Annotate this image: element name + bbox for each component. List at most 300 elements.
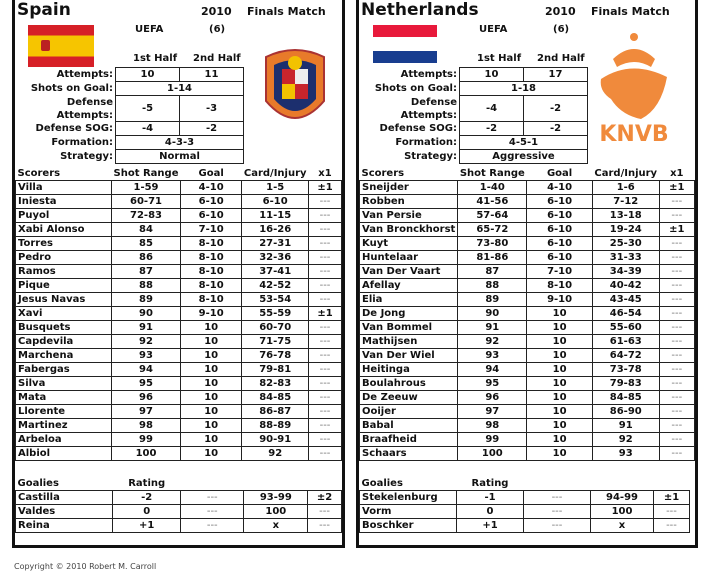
x1-cell: --- [309, 349, 342, 363]
shot-range-cell: 91 [112, 321, 181, 335]
table-row [16, 505, 342, 519]
stat-label: Attempts: [400, 69, 457, 80]
x1-cell: --- [309, 279, 342, 293]
card-injury-cell: 93 [592, 447, 659, 461]
knvb-lion-logo-icon [591, 29, 677, 145]
second-half-header: 2nd Half [193, 53, 241, 64]
goal-cell: 10 [527, 433, 593, 447]
player-name-cell: Stekelenburg [360, 491, 457, 505]
card-injury-cell: 55-60 [592, 321, 659, 335]
shot-range-cell: 92 [458, 335, 527, 349]
table-row [360, 447, 695, 461]
table-row [16, 349, 342, 363]
stat-label: Attempts: [56, 69, 113, 80]
player-name-cell: Xavi [16, 307, 112, 321]
column-header [244, 477, 308, 491]
player-name-cell: Jesus Navas [16, 293, 112, 307]
table-row [16, 335, 342, 349]
card-injury-cell: 71-75 [242, 335, 309, 349]
goal-cell: 10 [180, 405, 241, 419]
shot-range-cell: 0 [457, 505, 524, 519]
table-row [16, 321, 342, 335]
shot-range-cell: 96 [112, 391, 181, 405]
goalies-table [359, 477, 690, 533]
player-name-cell: Valdes [16, 505, 113, 519]
shot-range-cell: 60-71 [112, 195, 181, 209]
shot-range-cell: 91 [458, 321, 527, 335]
table-row [360, 293, 695, 307]
player-name-cell: Silva [16, 377, 112, 391]
table-row [360, 307, 695, 321]
goal-cell: 8-10 [180, 251, 241, 265]
column-header: Card/Injury [594, 168, 658, 179]
table-row [360, 279, 695, 293]
player-name-cell: Babal [360, 419, 458, 433]
goal-cell: 8-10 [180, 237, 241, 251]
x1-cell: ±1 [309, 181, 342, 195]
stat-row [359, 150, 588, 164]
stat-value: 4-5-1 [460, 136, 588, 150]
shot-range-cell: 94 [112, 363, 181, 377]
card-injury-cell: 61-63 [592, 335, 659, 349]
x1-cell: --- [309, 223, 342, 237]
spain-flag [28, 25, 94, 67]
goal-cell: 10 [180, 321, 241, 335]
goal-cell: 8-10 [180, 279, 241, 293]
card-injury-cell: 32-36 [242, 251, 309, 265]
x1-cell: --- [659, 279, 694, 293]
table-row [16, 265, 342, 279]
goal-cell: 7-10 [180, 223, 241, 237]
shot-range-cell: 97 [458, 405, 527, 419]
copyright: Copyright © 2010 Robert M. Carroll [14, 562, 157, 571]
x1-cell: --- [308, 519, 342, 533]
x1-cell: --- [309, 419, 342, 433]
table-row [360, 237, 695, 251]
x1-cell: --- [659, 195, 694, 209]
card-injury-cell: 79-83 [592, 377, 659, 391]
table-row [360, 265, 695, 279]
shot-range-cell: 94 [458, 363, 527, 377]
table-row [16, 293, 342, 307]
goal-cell: 8-10 [180, 293, 241, 307]
shot-range-cell: 100 [112, 447, 181, 461]
table-row [360, 433, 695, 447]
goal-cell: 10 [180, 335, 241, 349]
x1-cell: ±1 [654, 491, 690, 505]
x1-cell: --- [309, 237, 342, 251]
goal-cell: 10 [180, 419, 241, 433]
x1-cell: --- [309, 265, 342, 279]
player-name-cell: Afellay [360, 279, 458, 293]
table-row [16, 181, 342, 195]
conference: UEFA [135, 24, 164, 35]
shot-range-cell: 99 [458, 433, 527, 447]
goal-cell: 6-10 [527, 209, 593, 223]
player-name-cell: Robben [360, 195, 458, 209]
player-name-cell: Van Bommel [360, 321, 458, 335]
table-row [360, 209, 695, 223]
card-injury-cell: 73-78 [592, 363, 659, 377]
player-name-cell: Mata [16, 391, 112, 405]
table-row [16, 391, 342, 405]
card-injury-cell: 90-91 [242, 433, 309, 447]
card-injury-cell: 84-85 [592, 391, 659, 405]
goal-cell: --- [181, 519, 244, 533]
stat-label: Formation: [51, 137, 113, 148]
stat-value-second-half: -3 [180, 96, 244, 122]
shot-range-cell: 96 [458, 391, 527, 405]
stat-value-first-half: 10 [116, 68, 180, 82]
stat-value-first-half: 10 [460, 68, 524, 82]
card-injury-cell: 86-87 [242, 405, 309, 419]
x1-cell: --- [309, 377, 342, 391]
table-row [16, 519, 342, 533]
shot-range-cell: 92 [112, 335, 181, 349]
table-row [16, 377, 342, 391]
player-name-cell: Busquets [16, 321, 112, 335]
stat-label: Shots on Goal: [374, 83, 457, 94]
column-header [181, 477, 244, 491]
goal-cell: 8-10 [180, 265, 241, 279]
table-row [360, 419, 695, 433]
table-row [16, 419, 342, 433]
table-row [360, 195, 695, 209]
card-injury-cell: 92 [242, 447, 309, 461]
goal-cell: 8-10 [527, 279, 593, 293]
x1-cell: --- [309, 363, 342, 377]
player-name-cell: Vorm [360, 505, 457, 519]
player-name-cell: Albiol [16, 447, 112, 461]
stat-label: Defense Attempts: [56, 96, 113, 121]
x1-cell: --- [659, 307, 694, 321]
table-row [16, 307, 342, 321]
goal-cell: 10 [527, 391, 593, 405]
card-injury-cell: 25-30 [592, 237, 659, 251]
player-name-cell: Braafheid [360, 433, 458, 447]
stat-label: Defense Attempts: [400, 96, 457, 121]
card-injury-cell: x [244, 519, 308, 533]
card-injury-cell: 7-12 [592, 195, 659, 209]
shot-range-cell: 73-80 [458, 237, 527, 251]
goal-cell: 10 [180, 349, 241, 363]
card-injury-cell: 64-72 [592, 349, 659, 363]
goal-cell: 10 [527, 335, 593, 349]
goal-cell: 6-10 [527, 251, 593, 265]
player-name-cell: Ooijer [360, 405, 458, 419]
shot-range-cell: 89 [458, 293, 527, 307]
stat-row [359, 68, 588, 82]
stat-value: 1-14 [116, 82, 244, 96]
stat-row [359, 122, 588, 136]
card-injury-cell: 19-24 [592, 223, 659, 237]
player-name-cell: Ramos [16, 265, 112, 279]
spain-card [12, 0, 345, 548]
year: 2010 [201, 5, 232, 18]
player-name-cell: De Jong [360, 307, 458, 321]
x1-cell: --- [308, 505, 342, 519]
player-name-cell: Mathijsen [360, 335, 458, 349]
player-name-cell: Pique [16, 279, 112, 293]
player-name-cell: Pedro [16, 251, 112, 265]
stat-row [15, 136, 244, 150]
column-header: Shot Range [459, 168, 525, 179]
table-row [16, 405, 342, 419]
card-injury-cell: 86-90 [592, 405, 659, 419]
player-name-cell: Elia [360, 293, 458, 307]
player-name-cell: Capdevila [16, 335, 112, 349]
player-name-cell: Reina [16, 519, 113, 533]
player-name-cell: Kuyt [360, 237, 458, 251]
x1-cell: --- [309, 433, 342, 447]
shot-range-cell: +1 [457, 519, 524, 533]
goal-cell: 10 [527, 377, 593, 391]
table-row [16, 447, 342, 461]
goal-cell: 9-10 [180, 307, 241, 321]
stat-value: Aggressive [460, 150, 588, 164]
table-row [360, 505, 690, 519]
table-row [16, 433, 342, 447]
player-name-cell: Boschker [360, 519, 457, 533]
card-injury-cell: 40-42 [592, 279, 659, 293]
column-header [654, 477, 690, 491]
table-row [16, 237, 342, 251]
second-half-header: 2nd Half [537, 53, 585, 64]
x1-cell: --- [309, 209, 342, 223]
card-injury-cell: 34-39 [592, 265, 659, 279]
card-injury-cell: 76-78 [242, 349, 309, 363]
shot-range-cell: 81-86 [458, 251, 527, 265]
stat-row [359, 96, 588, 122]
column-header: Goal [546, 168, 573, 179]
table-row [360, 251, 695, 265]
stat-value-second-half: -2 [180, 122, 244, 136]
table-row [360, 363, 695, 377]
card-injury-cell: 94-99 [591, 491, 654, 505]
stat-row [15, 82, 244, 96]
table-row [360, 377, 695, 391]
x1-cell: --- [309, 293, 342, 307]
match-title: Finals Match [591, 5, 670, 18]
card-injury-cell: 88-89 [242, 419, 309, 433]
player-name-cell: Castilla [16, 491, 113, 505]
table-row [16, 251, 342, 265]
shot-range-cell: 93 [112, 349, 181, 363]
player-name-cell: Villa [16, 181, 112, 195]
goal-cell: 6-10 [527, 195, 593, 209]
shot-range-cell: 98 [458, 419, 527, 433]
match-number: (6) [209, 24, 226, 35]
x1-cell: --- [659, 265, 694, 279]
card-injury-cell: 60-70 [242, 321, 309, 335]
column-header: Rating [471, 478, 509, 489]
table-row [16, 195, 342, 209]
shot-range-cell: 0 [113, 505, 181, 519]
team-name: Spain [17, 0, 71, 20]
card-injury-cell: 82-83 [242, 377, 309, 391]
shot-range-cell: 1-59 [112, 181, 181, 195]
shot-range-cell: -1 [457, 491, 524, 505]
match-stats-table [359, 67, 588, 164]
shot-range-cell: 88 [112, 279, 181, 293]
card-injury-cell: 16-26 [242, 223, 309, 237]
match-stats-table [15, 67, 244, 164]
shot-range-cell: -2 [113, 491, 181, 505]
column-header: Shot Range [113, 168, 179, 179]
x1-cell: --- [654, 505, 690, 519]
stat-label: Strategy: [404, 151, 457, 162]
card-injury-cell: 100 [244, 505, 308, 519]
x1-cell: ±2 [308, 491, 342, 505]
shot-range-cell: 57-64 [458, 209, 527, 223]
goal-cell: 4-10 [527, 181, 593, 195]
stat-row [15, 96, 244, 122]
card-injury-cell: 91 [592, 419, 659, 433]
x1-cell: --- [659, 447, 694, 461]
goal-cell: 10 [180, 433, 241, 447]
x1-cell: --- [309, 447, 342, 461]
shot-range-cell: 88 [458, 279, 527, 293]
column-header: x1 [670, 168, 684, 179]
table-row [360, 223, 695, 237]
card-injury-cell: 37-41 [242, 265, 309, 279]
x1-cell: --- [659, 209, 694, 223]
stat-value-second-half: -2 [524, 96, 588, 122]
goal-cell: 9-10 [527, 293, 593, 307]
shot-range-cell: 99 [112, 433, 181, 447]
column-header: Rating [128, 478, 166, 489]
first-half-header: 1st Half [133, 53, 178, 64]
stat-value-first-half: -4 [116, 122, 180, 136]
shot-range-cell: 84 [112, 223, 181, 237]
stat-value: 1-18 [460, 82, 588, 96]
shot-range-cell: 86 [112, 251, 181, 265]
x1-cell: --- [309, 251, 342, 265]
goal-cell: --- [181, 505, 244, 519]
table-row [16, 209, 342, 223]
player-name-cell: Torres [16, 237, 112, 251]
x1-cell: --- [659, 321, 694, 335]
x1-cell: --- [659, 293, 694, 307]
goal-cell: 6-10 [180, 209, 241, 223]
goal-cell: 10 [527, 321, 593, 335]
x1-cell: --- [309, 405, 342, 419]
shot-range-cell: 41-56 [458, 195, 527, 209]
x1-cell: --- [659, 391, 694, 405]
card-injury-cell: 13-18 [592, 209, 659, 223]
knvb-text: KNVB [599, 122, 669, 145]
shot-range-cell: 97 [112, 405, 181, 419]
card-injury-cell: 27-31 [242, 237, 309, 251]
x1-cell: --- [654, 519, 690, 533]
player-name-cell: Boulahrous [360, 377, 458, 391]
shot-range-cell: 65-72 [458, 223, 527, 237]
year: 2010 [545, 5, 576, 18]
flag-blue-stripe [373, 51, 437, 63]
stat-row [15, 150, 244, 164]
stat-row [359, 136, 588, 150]
goal-cell: 10 [527, 447, 593, 461]
x1-cell: ±1 [659, 181, 694, 195]
table-row [16, 363, 342, 377]
player-name-cell: Llorente [16, 405, 112, 419]
column-header [308, 477, 342, 491]
column-header: x1 [318, 168, 332, 179]
table-row [360, 405, 695, 419]
goal-cell: --- [524, 519, 591, 533]
goal-cell: 6-10 [527, 237, 593, 251]
card-injury-cell: 53-54 [242, 293, 309, 307]
match-title: Finals Match [247, 5, 326, 18]
netherlands-card [356, 0, 698, 548]
card-injury-cell: 11-15 [242, 209, 309, 223]
stat-row [359, 82, 588, 96]
card-injury-cell: 6-10 [242, 195, 309, 209]
shot-range-cell: 1-40 [458, 181, 527, 195]
goal-cell: 10 [527, 307, 593, 321]
x1-cell: --- [309, 335, 342, 349]
card-injury-cell: 1-5 [242, 181, 309, 195]
goal-cell: 10 [527, 419, 593, 433]
stat-row [15, 122, 244, 136]
stat-value: Normal [116, 150, 244, 164]
x1-cell: --- [659, 419, 694, 433]
column-header: Goalies [361, 478, 403, 489]
stat-value-second-half: 11 [180, 68, 244, 82]
player-name-cell: Schaars [360, 447, 458, 461]
shot-range-cell: 87 [458, 265, 527, 279]
goal-cell: 4-10 [180, 181, 241, 195]
x1-cell: --- [659, 433, 694, 447]
card-injury-cell: x [591, 519, 654, 533]
stat-value-first-half: -4 [460, 96, 524, 122]
table-row [360, 491, 690, 505]
goal-cell: 6-10 [527, 223, 593, 237]
player-name-cell: Van Persie [360, 209, 458, 223]
card-injury-cell: 42-52 [242, 279, 309, 293]
x1-cell: --- [659, 349, 694, 363]
stat-label: Defense SOG: [35, 123, 113, 134]
player-name-cell: Van Bronckhorst [360, 223, 458, 237]
player-name-cell: Puyol [16, 209, 112, 223]
stat-label: Strategy: [60, 151, 113, 162]
goal-cell: 10 [527, 405, 593, 419]
stat-label: Defense SOG: [379, 123, 457, 134]
x1-cell: ±1 [309, 307, 342, 321]
card-injury-cell: 93-99 [244, 491, 308, 505]
column-header: Goalies [17, 478, 59, 489]
player-name-cell: Marchena [16, 349, 112, 363]
goal-cell: --- [524, 491, 591, 505]
shot-range-cell: 98 [112, 419, 181, 433]
x1-cell: ±1 [659, 223, 694, 237]
x1-cell: --- [309, 195, 342, 209]
table-row [360, 335, 695, 349]
column-header: Card/Injury [243, 168, 307, 179]
goal-cell: 10 [180, 447, 241, 461]
x1-cell: --- [659, 377, 694, 391]
goal-cell: 10 [527, 349, 593, 363]
table-row [360, 349, 695, 363]
x1-cell: --- [659, 335, 694, 349]
card-injury-cell: 100 [591, 505, 654, 519]
shot-range-cell: 93 [458, 349, 527, 363]
goal-cell: 6-10 [180, 195, 241, 209]
card-injury-cell: 79-81 [242, 363, 309, 377]
player-name-cell: Iniesta [16, 195, 112, 209]
table-row [360, 391, 695, 405]
shot-range-cell: +1 [113, 519, 181, 533]
